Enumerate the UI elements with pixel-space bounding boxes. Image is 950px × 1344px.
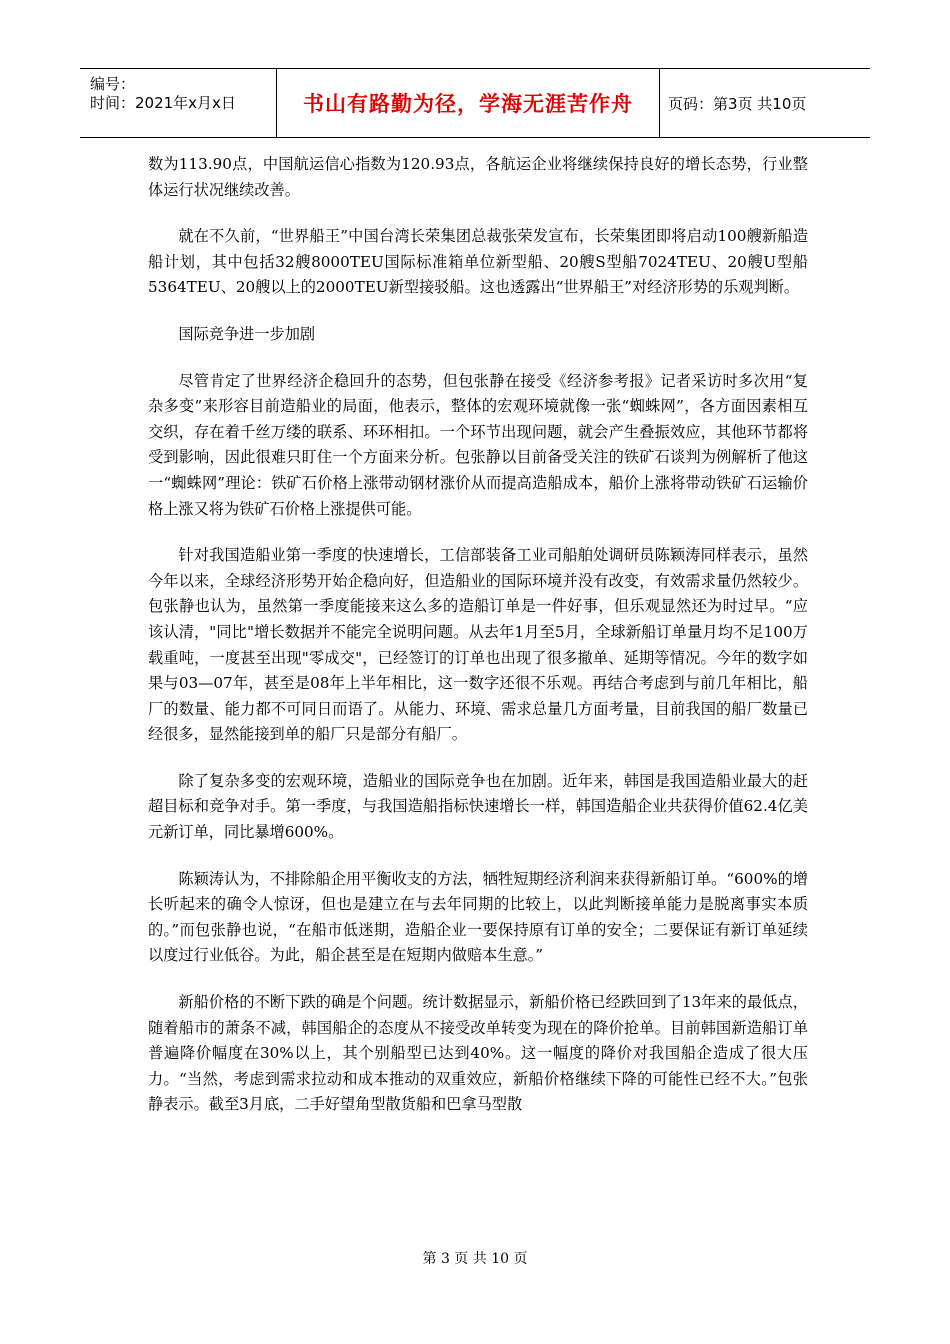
header-page-info: 页码：第3页 共10页 bbox=[668, 94, 807, 113]
body-paragraph: 陈颖涛认为，不排除船企用平衡收支的方法，牺牲短期经济利润来获得新船订单。“600%的增长听起来的确令人惊讶，但也是建立在与去年同期的比较上，以此判断接单能力是脱离事实本质的。”而包张静也说，“在船市低迷期，造船企业一要保持原有订单的安全；二要保证有新订单延续以度过行业低谷。为此，船企甚至是在短期内做赔本生意。” bbox=[148, 869, 808, 965]
document-date: 时间：2021年x月x日 bbox=[90, 94, 236, 112]
header-motto: 书山有路勤为径，学海无涯苦作舟 bbox=[303, 92, 633, 116]
header-meta bbox=[80, 69, 276, 137]
page-header bbox=[80, 68, 870, 138]
document-body bbox=[148, 152, 808, 1139]
page-footer: 第 3 页 共 10 页 bbox=[422, 1251, 528, 1267]
document-number-label: 编号： bbox=[90, 75, 136, 93]
body-paragraph: 针对我国造船业第一季度的快速增长，工信部装备工业司船舶处调研员陈颖涛同样表示，虽然今年以来，全球经济形势开始企稳向好，但造船业的国际环境并没有改变，有效需求量仍然较少。包张静也认为，虽然第一季度能接来这么多的造船订单是一件好事，但乐观显然还为时过早。“应该认清，"同比"增长数据并不能完全说明问题。从去年1月至5月，全球新船订单量月均不足100万载重吨，一度甚至出现"零成交"，已经签订的订单也出现了很多撤单、延期等情况。今年的数字如果与03—07年，甚至是08年上半年相比，这一数字还很不乐观。再结合考虑到与前几年相比，船厂的数量、能力都不可同日而语了。从能力、环境、需求总量几方面考量，目前我国的船厂数量已经很多，显然能接到单的船厂只是部分有船厂。 bbox=[148, 546, 808, 744]
body-paragraph: 尽管肯定了世界经济企稳回升的态势，但包张静在接受《经济参考报》记者采访时多次用“复杂多变”来形容目前造船业的局面，他表示，整体的宏观环境就像一张“蜘蛛网”，各方面因素相互交织，存在着千丝万缕的联系、环环相扣。一个环节出现问题，就会产生叠振效应，其他环节都将受到影响，因此很难只盯住一个方面来分析。包张静以目前备受关注的铁矿石谈判为例解析了他这一“蜘蛛网”理论：铁矿石价格上涨带动钢材涨价从而提高造船成本，船价上涨将带动铁矿石运输价格上涨又将为铁矿石价格上涨提供可能。 bbox=[148, 371, 808, 518]
section-heading: 国际竞争进一步加剧 bbox=[178, 324, 316, 343]
body-paragraph: 数为113.90点，中国航运信心指数为120.93点，各航运企业将继续保持良好的增长态势，行业整体运行状况继续改善。 bbox=[148, 155, 808, 199]
body-paragraph: 除了复杂多变的宏观环境，造船业的国际竞争也在加剧。近年来，韩国是我国造船业最大的赶超目标和竞争对手。第一季度，与我国造船指标快速增长一样，韩国造船企业共获得价值62.4亿美元新订单，同比暴增600%。 bbox=[148, 771, 808, 842]
body-paragraph: 新船价格的不断下跌的确是个问题。统计数据显示，新船价格已经跌回到了13年来的最低点，随着船市的萧条不减，韩国船企的态度从不接受改单转变为现在的降价抢单。目前韩国新造船订单普遍降价幅度在30%以上，其个别船型已达到40%。这一幅度的降价对我国船企造成了很大压力。“当然，考虑到需求拉动和成本推动的双重效应，新船价格继续下降的可能性已经不大。”包张静表示。截至3月底，二手好望角型散货船和巴拿马型散 bbox=[148, 993, 808, 1114]
body-paragraph: 就在不久前，“世界船王”中国台湾长荣集团总裁张荣发宣布，长荣集团即将启动100艘新船造船计划，其中包括32艘8000TEU国际标准箱单位新型船、20艘S型船7024TEU、20艘U型船5364TEU、20艘以上的2000TEU新型接驳船。这也透露出“世界船王”对经济形势的乐观判断。 bbox=[148, 227, 808, 297]
